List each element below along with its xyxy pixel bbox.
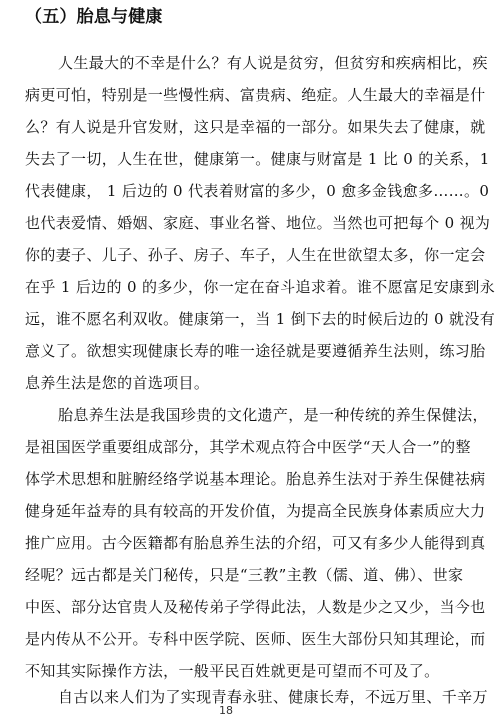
paragraph-2-line-8: 是内传从不公开。专科中医学院、医师、医生大部份只知其理论，而 [25, 630, 486, 648]
paragraph-2-line-7: 中医、部分达官贵人及秘传弟子学得此法，人数是少之又少，当今也 [25, 598, 486, 616]
paragraph-2-line-2: 是祖国医学重要组成部分，其学术观点符合中医学“天人合一”的整 [25, 438, 471, 456]
paragraph-2-line-3: 体学术思想和脏腑经络学说基本理论。胎息养生法对于养生保健祛病 [25, 470, 486, 488]
paragraph-1-line-3: 么？有人说是升官发财，这只是幸福的一部分。如果失去了健康，就 [25, 118, 486, 136]
paragraph-1-line-9: 远，谁不愿名利双收。健康第一，当 1 倒下去的时候后边的 0 就没有 [25, 310, 495, 328]
section-title: （五）胎息与健康 [25, 7, 163, 27]
paragraph-1-line-6: 也代表爱情、婚姻、家庭、事业名誉、地位。当然也可把每个 0 视为 [25, 214, 491, 232]
paragraph-1-line-5: 代表健康， 1 后边的 0 代表着财富的多少，0 愈多金钱愈多……。0 [25, 182, 490, 200]
paragraph-1-line-2: 病更可怕，特别是一些慢性病、富贵病、绝症。人生最大的幸福是什 [25, 86, 486, 104]
paragraph-1-line-10: 意义了。欲想实现健康长寿的唯一途径就是要遵循养生法则，练习胎 [25, 342, 486, 360]
paragraph-2-line-1: 胎息养生法是我国珍贵的文化遗产，是一种传统的养生保健法， [58, 406, 488, 424]
paragraph-1-line-7: 你的妻子、儿子、孙子、房子、车子，人生在世欲望太多，你一定会 [25, 246, 486, 264]
paragraph-2-line-4: 健身延年益寿的具有较高的开发价值，为提高全民族身体素质应大力 [25, 502, 486, 520]
paragraph-2-line-9: 不知其实际操作方法，一般平民百姓就更是可望而不可及了。 [25, 662, 440, 680]
paragraph-2-line-5: 推广应用。古今医籍都有胎息养生法的介绍，可又有多少人能得到真 [25, 534, 486, 552]
page-number: 18 [219, 704, 233, 717]
paragraph-1-line-8: 在乎 1 后边的 0 的多少，你一定在奋斗追求着。谁不愿富足安康到永 [25, 278, 495, 296]
paragraph-1-line-4: 失去了一切，人生在世，健康第一。健康与财富是 1 比 0 的关系，1 [25, 150, 490, 168]
paragraph-3-line-1: 自古以来人们为了实现青春永驻、健康长寿，不远万里、千辛万 [58, 688, 488, 706]
paragraph-1-line-1: 人生最大的不幸是什么？有人说是贫穷，但贫穷和疾病相比，疾 [58, 54, 488, 72]
paragraph-2-line-6: 经呢？远古都是关门秘传，只是“三教”主教（儒、道、佛）、世家 [25, 566, 464, 584]
paragraph-1-line-11: 息养生法是您的首选项目。 [25, 374, 210, 392]
